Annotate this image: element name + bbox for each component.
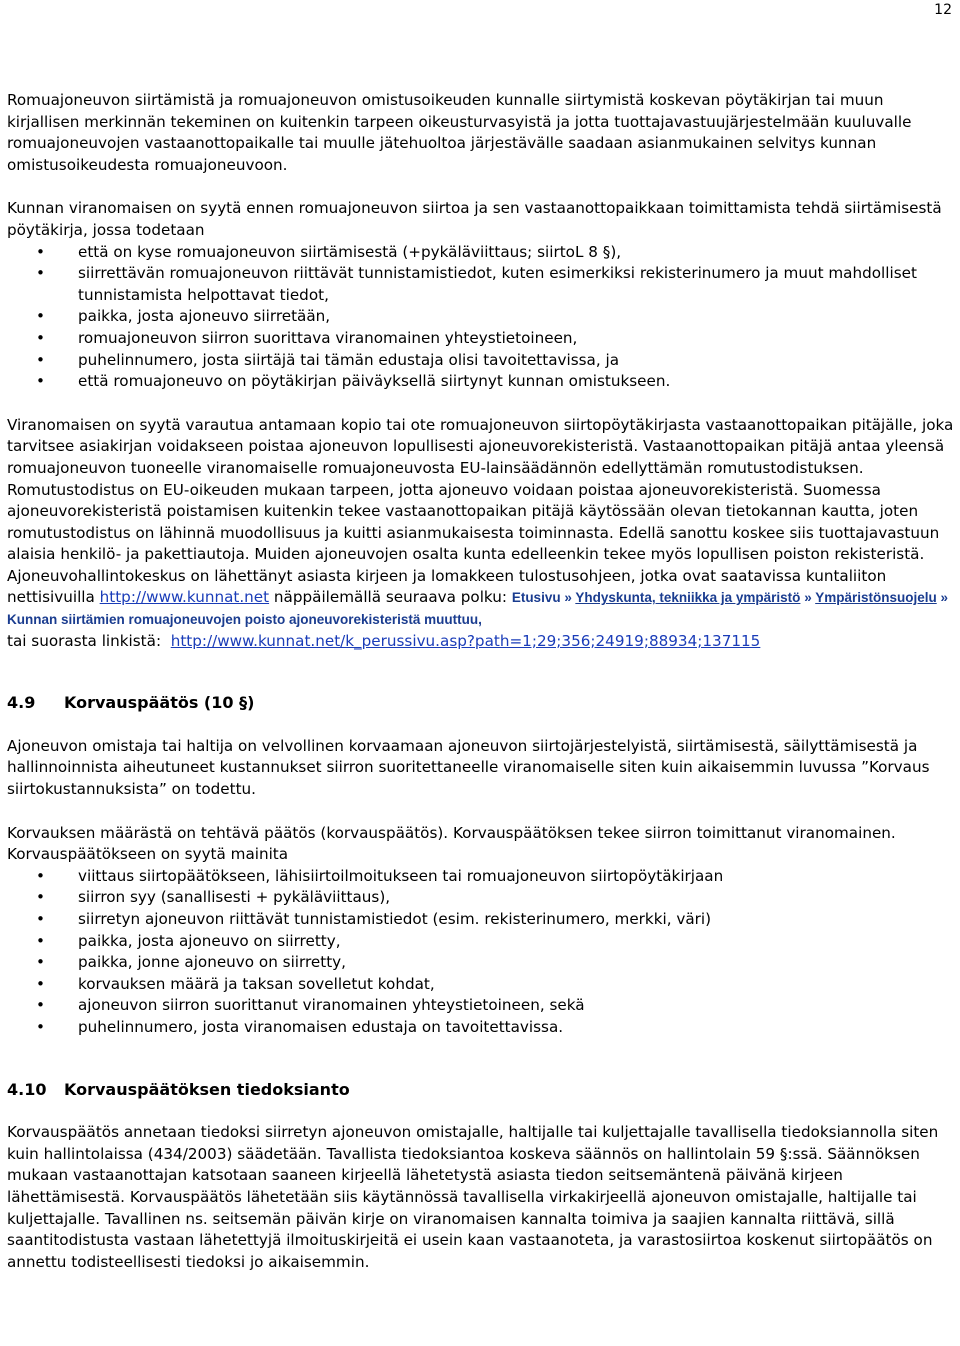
copy-paragraph-text: Viranomaisen on syytä varautua antamaan kopio tai ote romuajoneuvon siirtopöytäkirjasta vastaanottopaikan pitäjälle, joka tarvitsee asiakirjan voidakseen poistaa ajoneuvon lopullisesti ajoneuvorekisteristä. Vastaanottopaikan pitäjä antaa yleensä romuajoneuvon tuoneelle viranomaiselle romuajoneuvosta EU-lainsäädännön edellyttämän romutustodistuksen. Romutustodistus on EU-oikeuden mukaan tarpeen, jotta ajoneuvo voidaan poistaa ajoneuvorekisteristä. Suomessa ajoneuvorekisteristä poistamisen kuitenkin tekee vastaanottopaikan pitäjä käytössään olevan tietokannan kautta, joten romutustodistus on lähinnä muodollisuus ja kuitti asianmukaisesta toiminnasta. Edellä sanottu koskee siis tuottajavastuun alaisia henkilö- ja pakettiautoja. Muiden ajoneuvojen osalta kunta edelleenkin tekee myös lopullisen poiston rekisteristä. Ajoneuvohallintokeskus on lähettänyt asiasta kirjeen ja lomakkeen tulostusohjeen, jotka ovat saatavissa kuntaliiton nettisivuilla xyxy=(7,415,954,607)
list-item: • romuajoneuvon siirron suorittava viranomainen yhteystietoineen, xyxy=(7,328,955,350)
direct-link[interactable]: http://www.kunnat.net/k_perussivu.asp?path=1;29;356;24919;88934;137115 xyxy=(170,631,761,650)
nav-ymparisto-link[interactable]: Ympäristönsuojelu xyxy=(815,590,937,606)
direct-link-prefix: tai suorasta linkistä: xyxy=(7,631,171,650)
nav-final: Kunnan siirtämien romuajoneuvojen poisto ajoneuvorekisteristä muuttuu, xyxy=(7,612,482,628)
list-item: • siirron syy (sanallisesti + pykäläviittaus), xyxy=(7,887,955,909)
list-item: • että romuajoneuvo on pöytäkirjan päiväyksellä siirtynyt kunnan omistukseen. xyxy=(7,371,955,393)
list-item: • siirretyn ajoneuvon riittävät tunnistamistiedot (esim. rekisterinumero, merkki, väri) xyxy=(7,909,955,931)
section-4-10-number: 4.10 xyxy=(7,1079,47,1099)
list-item: • puhelinnumero, josta viranomaisen edustaja on tavoitettavissa. xyxy=(7,1017,955,1039)
list-item: • että on kyse romuajoneuvon siirtämisestä (+pykäläviittaus; siirtoL 8 §), xyxy=(7,242,955,264)
section-4-10-heading xyxy=(7,1079,955,1101)
list-item: • paikka, jonne ajoneuvo on siirretty, xyxy=(7,952,955,974)
nav-separator: » xyxy=(800,590,816,606)
page-number: 12 xyxy=(934,2,952,18)
nav-separator: » xyxy=(560,590,576,606)
direct-link-line xyxy=(7,631,955,653)
report-list xyxy=(7,242,955,393)
document-body xyxy=(7,90,955,1273)
s49-para2: Korvauksen määrästä on tehtävä päätös (korvauspäätös). Korvauspäätöksen tekee siirron toimittanut viranomainen. Korvauspäätökseen on syytä mainita xyxy=(7,823,896,864)
report-intro: Kunnan viranomaisen on syytä ennen romuajoneuvon siirtoa ja sen vastaanottopaikkaan toimittamista tehdä siirtämisestä pöytäkirja, jossa todetaan xyxy=(7,199,942,239)
list-item: • paikka, josta ajoneuvo siirretään, xyxy=(7,306,955,328)
section-4-9-heading xyxy=(7,692,955,714)
list-item: • korvauksen määrä ja taksan sovelletut kohdat, xyxy=(7,974,955,996)
list-item: • viittaus siirtopäätökseen, lähisiirtoilmoitukseen tai romuajoneuvon siirtopöytäkirjaan xyxy=(7,866,955,888)
section-4-9-number: 4.9 xyxy=(7,693,36,713)
kunnat-link[interactable]: http://www.kunnat.net xyxy=(99,588,270,607)
list-item: • siirrettävän romuajoneuvon riittävät tunnistamistiedot, kuten esimerkiksi rekisterinumero ja muut mahdolliset tunnistamista helpottavat tiedot, xyxy=(7,263,955,306)
s410-para: Korvauspäätös annetaan tiedoksi siirretyn ajoneuvon omistajalle, haltijalle tai kuljettajalle tavallisella tiedoksiannolla siten kuin hallintolaissa (434/2003) säädetään. Tavallista tiedoksiantoa koskeva säännös on hallintolain 59 §:ssä. Säännöksen mukaan vastaanottajan katsotaan saaneen kirjeellä lähetetystä asiasta tiedon seitsemäntenä päivänä kirjeen lähettämisestä. Korvauspäätös lähetetään siis käytännössä tavallisella virkakirjeellä ajoneuvon omistajalle, haltijalle tai kuljettajalle. Tavallinen ns. seitsemän päivän kirje on viranomaisen kannalta toimiva ja saajien kannalta riittävä, sillä saantitodistusta vastaan lähetettyjä ilmoituskirjeitä ei usein kaan vastaanoteta, ja varastosiirtoa koskenut siirtopäätös on annettu todisteellisesti tiedoksi jo aikaisemmin. xyxy=(7,1123,939,1271)
intro-paragraph: Romuajoneuvon siirtämistä ja romuajoneuvon omistusoikeuden kunnalle siirtymistä koskevan pöytäkirjan tai muun kirjallisen merkinnän tekeminen on kuitenkin tarpeen oikeusturvasyistä ja jotta tuottajavastuujärjestelmään kuuluvalle romuajoneuvojen vastaanottopaikalle tai muulle jätehuoltoa järjestävälle saadaan asianmukainen selvitys kunnan omistusoikeudesta romuajoneuvoon. xyxy=(7,91,912,174)
list-item: • puhelinnumero, josta siirtäjä tai tämän edustaja olisi tavoitettavissa, ja xyxy=(7,350,955,372)
nav-yhdyskunta-link[interactable]: Yhdyskunta, tekniikka ja ympäristö xyxy=(575,590,801,606)
nav-separator: » xyxy=(936,590,948,606)
s49-para1: Ajoneuvon omistaja tai haltija on velvollinen korvaamaan ajoneuvon siirtojärjestelyistä, siirtämisestä, säilyttämisestä ja hallinnoinnista aiheutuneet kustannukset siirron suoritettaneelle viranomaiselle siten kuin aikaisemmin luvussa ”Korvaus siirtokustannuksista” on todettu. xyxy=(7,736,930,799)
list-item: • paikka, josta ajoneuvo on siirretty, xyxy=(7,931,955,953)
s49-list xyxy=(7,866,955,1039)
nav-etusivu: Etusivu xyxy=(511,590,561,606)
section-4-10-title: Korvauspäätöksen tiedoksianto xyxy=(64,1079,350,1099)
after-link-text: näppäilemällä seuraava polku: xyxy=(269,588,512,607)
list-item: • ajoneuvon siirron suorittanut viranomainen yhteystietoineen, sekä xyxy=(7,995,955,1017)
copy-paragraph xyxy=(7,415,955,631)
section-4-9-title: Korvauspäätös (10 §) xyxy=(64,693,255,713)
